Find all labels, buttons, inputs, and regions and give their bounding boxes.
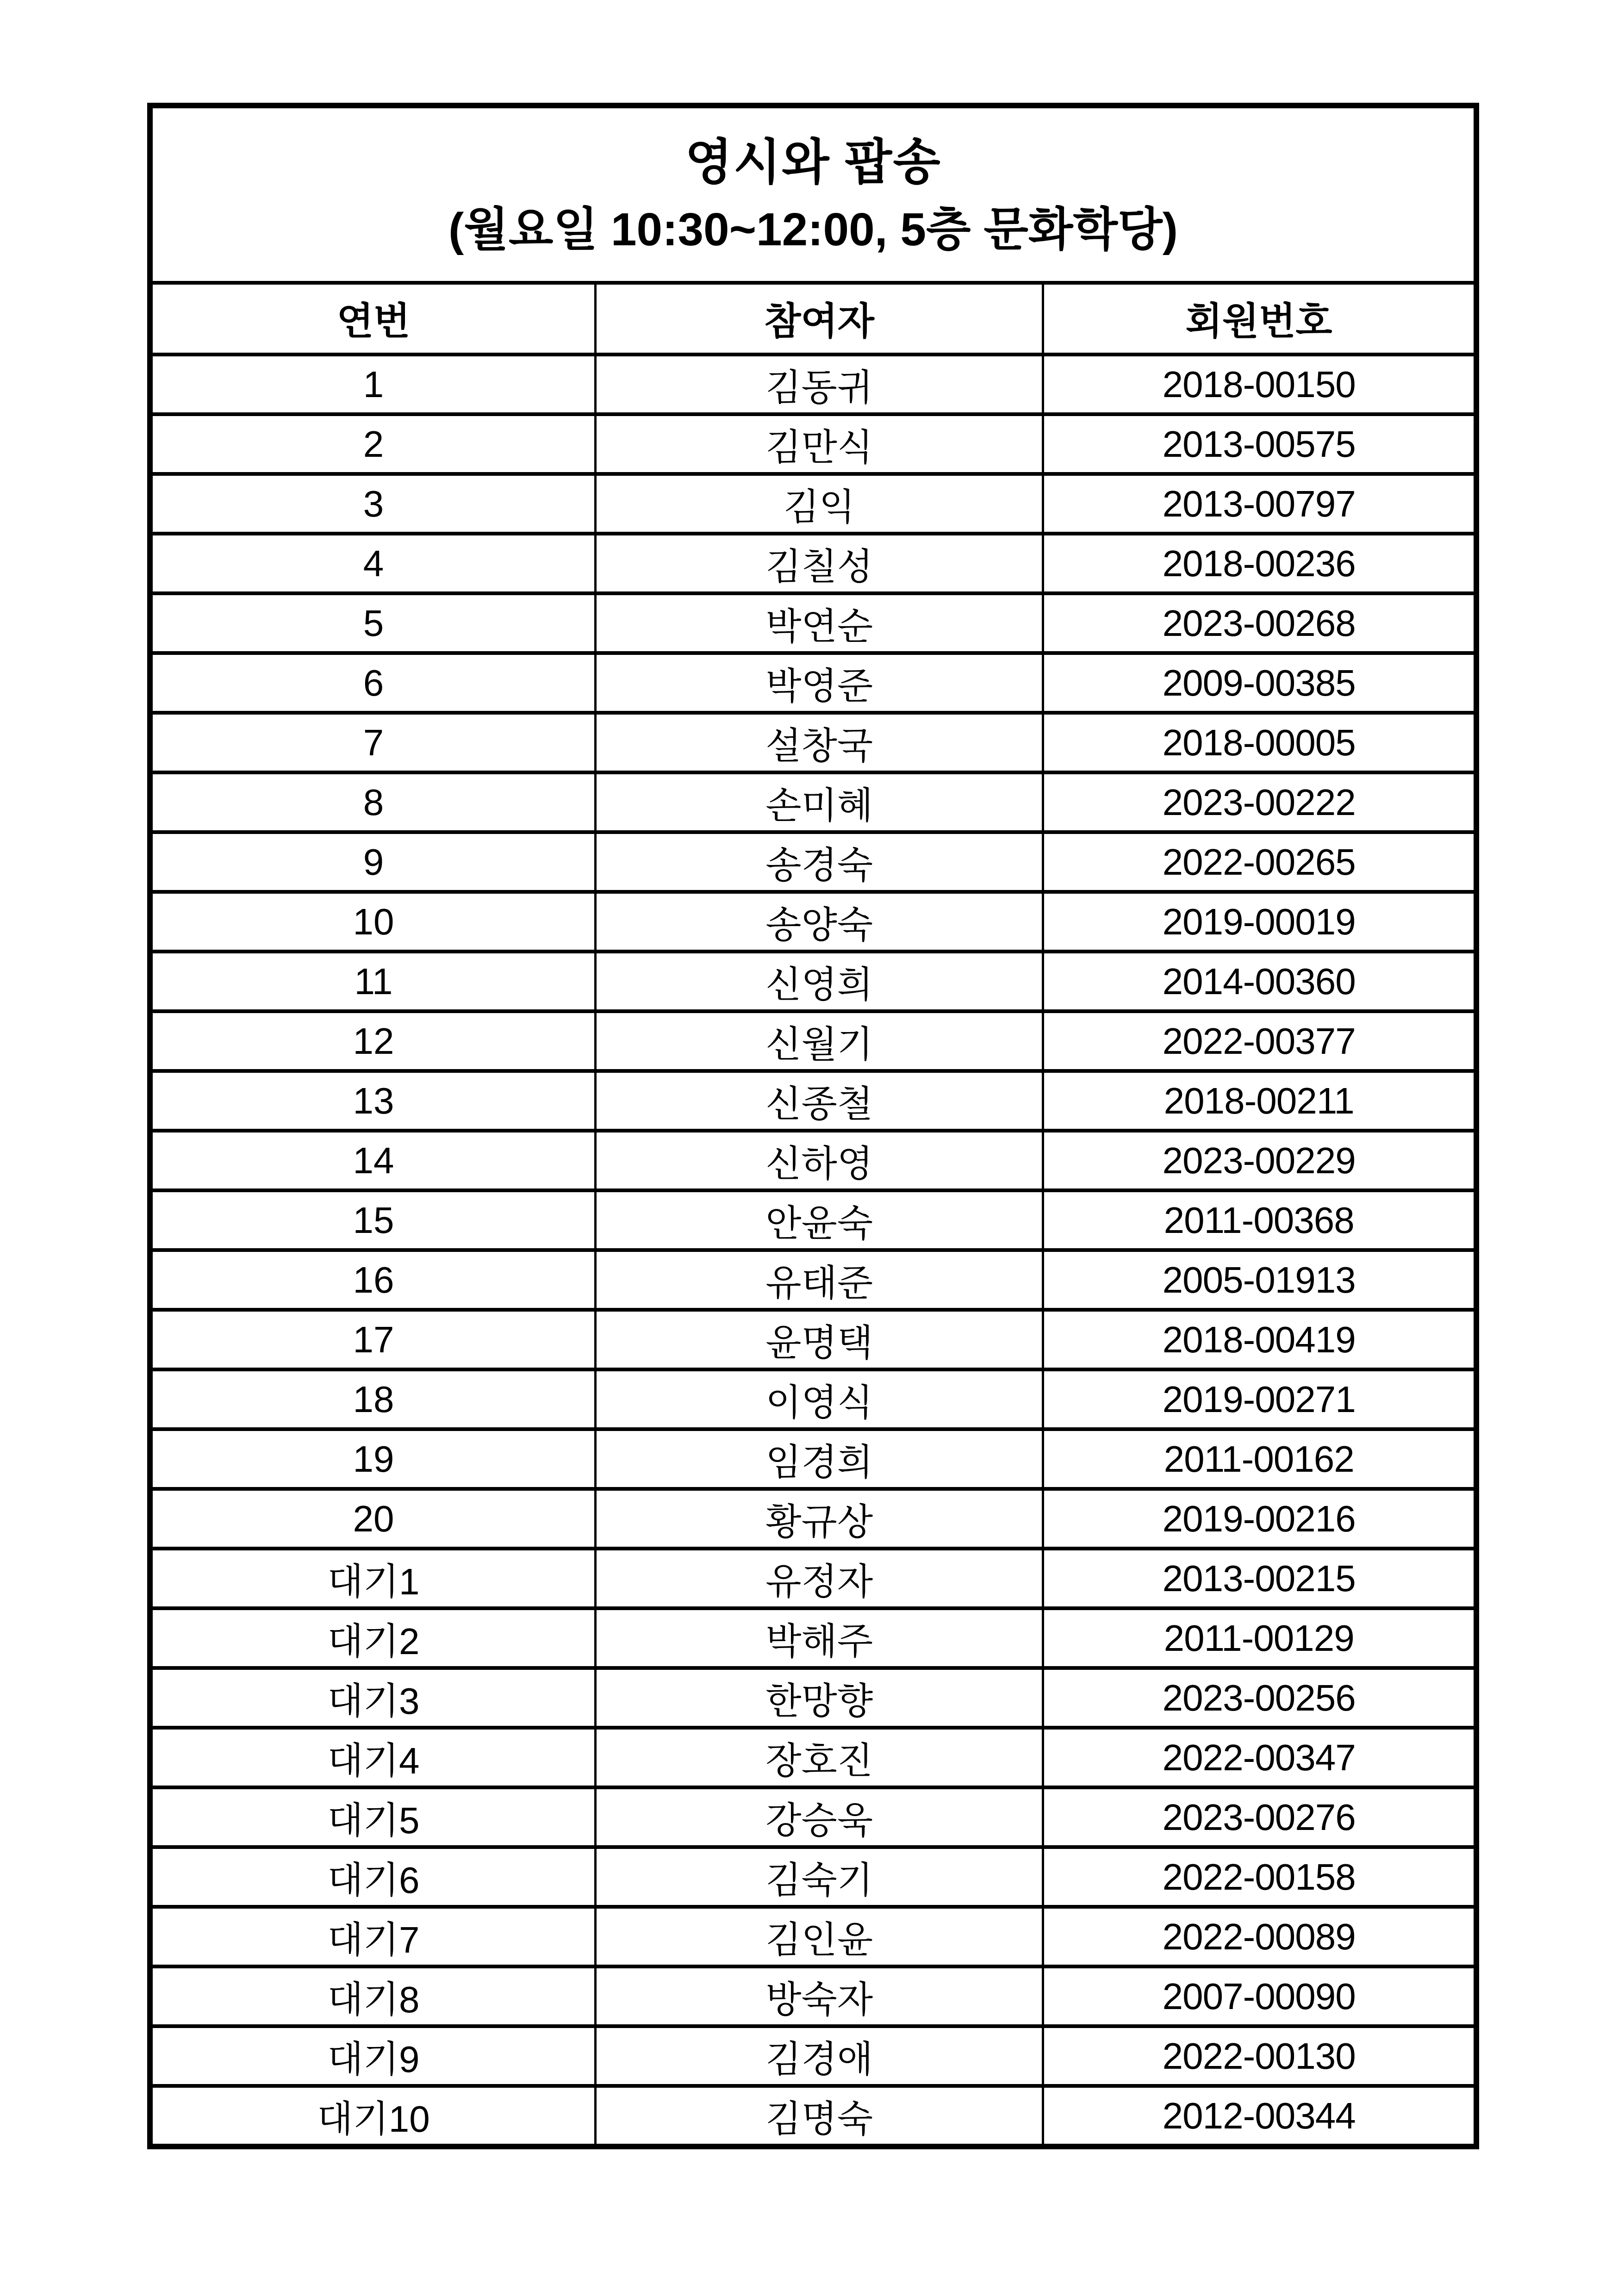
table-row (153, 834, 1474, 894)
column-header-participant: 참여자 (597, 285, 1045, 353)
seq-cell: 대기10 (153, 2088, 597, 2144)
seq-cell: 대기4 (153, 1730, 597, 1786)
member-id-cell: 2019-00019 (1162, 901, 1356, 942)
table-row (153, 1491, 1474, 1550)
seq-cell: 대기2 (153, 1610, 597, 1666)
seq-cell: 대기6 (153, 1849, 597, 1905)
seq-cell: 6 (153, 655, 597, 711)
participant-cell: 한망향 (597, 1670, 1045, 1726)
member-id-cell: 2011-00129 (1164, 1617, 1354, 1659)
participant-cell: 박해주 (597, 1610, 1045, 1666)
roster-table (147, 103, 1479, 2149)
participant-cell: 김인윤 (597, 1909, 1045, 1965)
seq-cell: 10 (153, 894, 597, 950)
seq-cell: 2 (153, 416, 597, 472)
seq-cell: 15 (153, 1192, 597, 1248)
member-id-cell: 2023-00276 (1162, 1796, 1356, 1838)
member-id-cell: 2018-00150 (1162, 363, 1356, 405)
seq-cell: 11 (153, 953, 597, 1009)
member-id-cell: 2014-00360 (1162, 960, 1356, 1002)
course-schedule: (월요일 10:30~12:00, 5층 문화학당) (448, 204, 1178, 255)
member-id-cell: 2023-00229 (1162, 1139, 1356, 1181)
column-header-member-id: 회원번호 (1185, 300, 1332, 342)
member-id-cell: 2013-00797 (1162, 483, 1356, 524)
participant-cell: 신영희 (597, 953, 1045, 1009)
seq-cell: 5 (153, 595, 597, 651)
table-row (153, 894, 1474, 953)
column-header-seq: 연번 (153, 285, 597, 353)
participant-cell: 송양숙 (597, 894, 1045, 950)
member-id-cell: 2023-00222 (1162, 781, 1356, 823)
member-id-cell: 2007-00090 (1162, 1975, 1356, 2017)
table-row (153, 476, 1474, 535)
table-row (153, 1550, 1474, 1610)
seq-cell: 대기9 (153, 2028, 597, 2084)
seq-cell: 18 (153, 1371, 597, 1427)
member-id-cell: 2022-00089 (1162, 1916, 1356, 1957)
participant-cell: 임경희 (597, 1431, 1045, 1487)
table-row (153, 1789, 1474, 1849)
participant-cell: 설창국 (597, 715, 1045, 771)
participant-cell: 박연순 (597, 595, 1045, 651)
participant-cell: 윤명택 (597, 1312, 1045, 1368)
participant-cell: 방숙자 (597, 1968, 1045, 2024)
participant-cell: 이영식 (597, 1371, 1045, 1427)
participant-cell: 유정자 (597, 1550, 1045, 1606)
table-row (153, 1909, 1474, 1968)
table-row (153, 1610, 1474, 1670)
table-row (153, 1312, 1474, 1371)
member-id-cell: 2022-00130 (1162, 2035, 1356, 2077)
participant-cell: 강승욱 (597, 1789, 1045, 1845)
table-row (153, 1849, 1474, 1909)
member-id-cell: 2023-00256 (1162, 1677, 1356, 1718)
table-row (153, 1431, 1474, 1491)
member-id-cell: 2018-00419 (1162, 1319, 1356, 1360)
member-id-cell: 2013-00215 (1162, 1557, 1356, 1599)
member-id-cell: 2012-00344 (1162, 2095, 1356, 2136)
member-id-cell: 2022-00347 (1162, 1736, 1356, 1778)
participant-cell: 박영준 (597, 655, 1045, 711)
seq-cell: 20 (153, 1491, 597, 1547)
member-id-cell: 2005-01913 (1162, 1259, 1356, 1300)
seq-cell: 4 (153, 535, 597, 591)
member-id-cell: 2011-00162 (1164, 1438, 1354, 1480)
table-row (153, 655, 1474, 715)
member-id-cell: 2013-00575 (1162, 423, 1356, 465)
member-id-cell: 2023-00268 (1162, 602, 1356, 644)
member-id-cell: 2019-00271 (1162, 1378, 1356, 1420)
member-id-cell: 2022-00158 (1162, 1856, 1356, 1898)
member-id-cell: 2022-00265 (1162, 841, 1356, 883)
seq-cell: 3 (153, 476, 597, 532)
member-id-cell: 2018-00005 (1162, 722, 1356, 763)
table-row (153, 535, 1474, 595)
seq-cell: 8 (153, 774, 597, 830)
participant-cell: 유태준 (597, 1252, 1045, 1308)
participant-cell: 장호진 (597, 1730, 1045, 1786)
table-row (153, 1670, 1474, 1730)
seq-cell: 19 (153, 1431, 597, 1487)
table-row (153, 1371, 1474, 1431)
member-id-cell: 2011-00368 (1164, 1199, 1354, 1241)
table-row (153, 1192, 1474, 1252)
seq-cell: 9 (153, 834, 597, 890)
table-body (153, 356, 1474, 2144)
participant-cell: 신종철 (597, 1073, 1045, 1129)
participant-cell: 신하영 (597, 1132, 1045, 1188)
member-id-cell: 2009-00385 (1162, 662, 1356, 703)
table-row (153, 1730, 1474, 1789)
table-row (153, 1968, 1474, 2028)
participant-cell: 안윤숙 (597, 1192, 1045, 1248)
seq-cell: 12 (153, 1013, 597, 1069)
table-row (153, 1252, 1474, 1312)
seq-cell: 16 (153, 1252, 597, 1308)
table-row (153, 2028, 1474, 2088)
participant-cell: 송경숙 (597, 834, 1045, 890)
participant-cell: 김명숙 (597, 2088, 1045, 2144)
participant-cell: 김동귀 (597, 356, 1045, 412)
course-title: 영시와 팝송 (685, 135, 941, 190)
seq-cell: 1 (153, 356, 597, 412)
table-row (153, 1132, 1474, 1192)
member-id-cell: 2018-00236 (1162, 542, 1356, 584)
participant-cell: 김칠성 (597, 535, 1045, 591)
table-row (153, 2088, 1474, 2144)
participant-cell: 김만식 (597, 416, 1045, 472)
seq-cell: 대기5 (153, 1789, 597, 1845)
seq-cell: 7 (153, 715, 597, 771)
participant-cell: 김숙기 (597, 1849, 1045, 1905)
seq-cell: 대기8 (153, 1968, 597, 2024)
table-row (153, 1073, 1474, 1132)
seq-cell: 대기3 (153, 1670, 597, 1726)
participant-cell: 신월기 (597, 1013, 1045, 1069)
table-row (153, 595, 1474, 655)
table-row (153, 356, 1474, 416)
member-id-cell: 2019-00216 (1162, 1498, 1356, 1539)
member-id-cell: 2022-00377 (1162, 1020, 1356, 1062)
seq-cell: 17 (153, 1312, 597, 1368)
seq-cell: 대기1 (153, 1550, 597, 1606)
member-id-cell: 2018-00211 (1164, 1080, 1354, 1121)
seq-cell: 대기7 (153, 1909, 597, 1965)
table-row (153, 774, 1474, 834)
table-row (153, 715, 1474, 774)
table-row (153, 416, 1474, 476)
table-row (153, 1013, 1474, 1073)
table-row (153, 953, 1474, 1013)
seq-cell: 13 (153, 1073, 597, 1129)
participant-cell: 김경애 (597, 2028, 1045, 2084)
participant-cell: 손미혜 (597, 774, 1045, 830)
table-title-block (153, 108, 1474, 285)
participant-cell: 김익 (597, 476, 1045, 532)
seq-cell: 14 (153, 1132, 597, 1188)
table-header-row (153, 285, 1474, 356)
participant-cell: 황규상 (597, 1491, 1045, 1547)
